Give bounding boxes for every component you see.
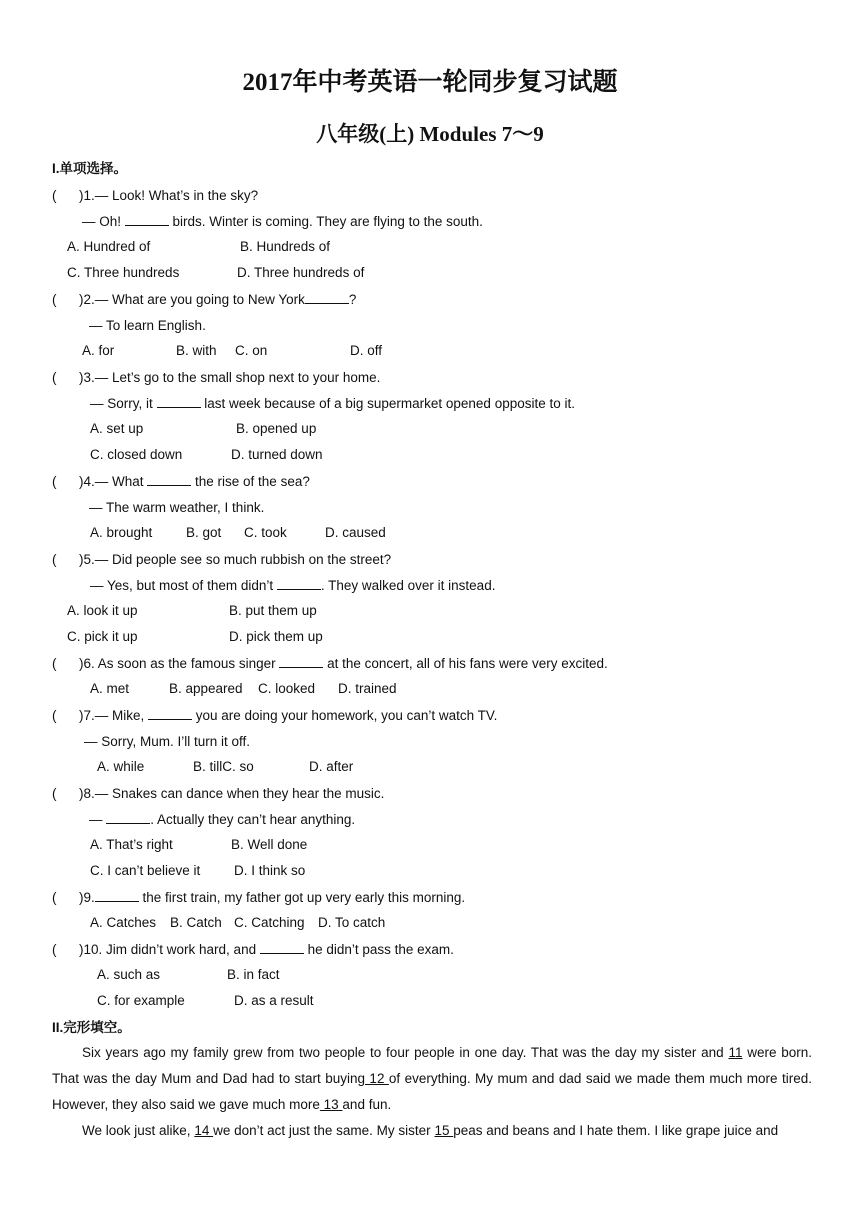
option-b: B. Well done bbox=[231, 837, 308, 852]
cloze-paragraph-2: We look just alike, 14 we don’t act just the same. My sister 15 peas and beans and I hate them. I like grape juice and bbox=[82, 1123, 779, 1138]
cloze-paragraph-1: Six years ago my family grew from two people to four people in one day. That was the day my sister and 11 were born. That was the day Mum and Dad had to start buying 12 of everything. My mum and dad said we made them much more tired. However, they also said we gave much more 13 and fun. bbox=[52, 1045, 813, 1112]
option-c: C. Three hundreds bbox=[67, 265, 180, 280]
option-a: A. while bbox=[97, 759, 145, 774]
option-d: D. caused bbox=[325, 525, 386, 540]
option-c: C. closed down bbox=[90, 447, 183, 462]
option-d: D. Three hundreds of bbox=[237, 265, 365, 280]
option-a: A. such as bbox=[97, 967, 161, 982]
cloze-blank-14: 14 bbox=[194, 1123, 214, 1138]
option-b: B. tillC. so bbox=[193, 759, 254, 774]
question-3-line2: — Sorry, it last week because of a big supermarket opened opposite to it. bbox=[90, 396, 575, 411]
page-title: 2017年中考英语一轮同步复习试题 bbox=[242, 69, 618, 96]
page-subtitle: 八年级(上) Modules 7～9 bbox=[316, 122, 544, 146]
option-d: D. off bbox=[350, 343, 383, 358]
question-9: ( )9. the first train, my father got up very early this morning. bbox=[52, 890, 466, 905]
answer-blank[interactable] bbox=[147, 473, 191, 486]
option-b: B. appeared bbox=[169, 681, 243, 696]
cloze-blank-13: 13 bbox=[319, 1097, 343, 1112]
answer-blank[interactable] bbox=[277, 577, 321, 590]
question-2: ( )2.— What are you going to New York ? bbox=[52, 292, 357, 307]
option-b: B. Catch bbox=[170, 915, 222, 930]
answer-blank[interactable] bbox=[279, 655, 323, 668]
option-a: A. Hundred of bbox=[67, 239, 151, 254]
question-4: ( )4.— What the rise of the sea? bbox=[52, 474, 310, 489]
option-d: D. To catch bbox=[318, 915, 386, 930]
option-b: B. with bbox=[176, 343, 217, 358]
option-d: D. I think so bbox=[234, 863, 306, 878]
question-5: ( )5.— Did people see so much rubbish on the street? bbox=[52, 552, 392, 567]
question-7-line2: — Sorry, Mum. I’ll turn it off. bbox=[84, 734, 251, 749]
question-7: ( )7.— Mike, you are doing your homework, you can’t watch TV. bbox=[52, 708, 498, 723]
option-d: D. as a result bbox=[234, 993, 314, 1008]
section-heading-1: I.单项选择。 bbox=[52, 161, 128, 176]
option-c: C. for example bbox=[97, 993, 185, 1008]
option-a: A. Catches bbox=[90, 915, 157, 930]
answer-blank[interactable] bbox=[95, 889, 139, 902]
option-b: B. Hundreds of bbox=[240, 239, 331, 254]
question-3: ( )3.— Let’s go to the small shop next to your home. bbox=[52, 370, 381, 385]
option-a: A. That’s right bbox=[90, 837, 173, 852]
option-a: A. brought bbox=[90, 525, 153, 540]
option-d: D. after bbox=[309, 759, 354, 774]
option-c: C. I can’t believe it bbox=[90, 863, 201, 878]
question-1-line2: — Oh! birds. Winter is coming. They are flying to the south. bbox=[82, 214, 483, 229]
answer-blank[interactable] bbox=[305, 291, 349, 304]
answer-blank[interactable] bbox=[125, 213, 169, 226]
option-c: C. pick it up bbox=[67, 629, 138, 644]
option-d: D. trained bbox=[338, 681, 397, 696]
cloze-blank-12: 12 bbox=[365, 1071, 389, 1086]
question-8-line2: — . Actually they can’t hear anything. bbox=[89, 812, 356, 827]
option-c: C. Catching bbox=[234, 915, 305, 930]
cloze-blank-11: 11 bbox=[728, 1045, 743, 1060]
option-b: B. opened up bbox=[236, 421, 317, 436]
option-a: A. set up bbox=[90, 421, 144, 436]
option-b: B. got bbox=[186, 525, 222, 540]
question-10: ( )10. Jim didn’t work hard, and he didn’t pass the exam. bbox=[52, 942, 454, 957]
option-a: A. met bbox=[90, 681, 130, 696]
option-a: A. for bbox=[82, 343, 115, 358]
option-c: C. looked bbox=[258, 681, 316, 696]
section-heading-2: II.完形填空。 bbox=[52, 1020, 131, 1035]
answer-blank[interactable] bbox=[157, 395, 201, 408]
question-5-line2: — Yes, but most of them didn’t . They walked over it instead. bbox=[90, 578, 496, 593]
option-d: D. turned down bbox=[231, 447, 323, 462]
question-1: ( )1.— Look! What’s in the sky? bbox=[52, 188, 259, 203]
option-d: D. pick them up bbox=[229, 629, 323, 644]
option-c: C. on bbox=[235, 343, 268, 358]
option-b: B. put them up bbox=[229, 603, 317, 618]
question-4-line2: — The warm weather, I think. bbox=[89, 500, 265, 515]
answer-blank[interactable] bbox=[148, 707, 192, 720]
option-a: A. look it up bbox=[67, 603, 138, 618]
answer-blank[interactable] bbox=[106, 811, 150, 824]
answer-blank[interactable] bbox=[260, 941, 304, 954]
question-8: ( )8.— Snakes can dance when they hear the music. bbox=[52, 786, 385, 801]
option-b: B. in fact bbox=[227, 967, 280, 982]
question-6: ( )6. As soon as the famous singer at the concert, all of his fans were very excited. bbox=[52, 656, 608, 671]
cloze-blank-15: 15 bbox=[434, 1123, 454, 1138]
question-2-line2: — To learn English. bbox=[89, 318, 206, 333]
option-c: C. took bbox=[244, 525, 287, 540]
